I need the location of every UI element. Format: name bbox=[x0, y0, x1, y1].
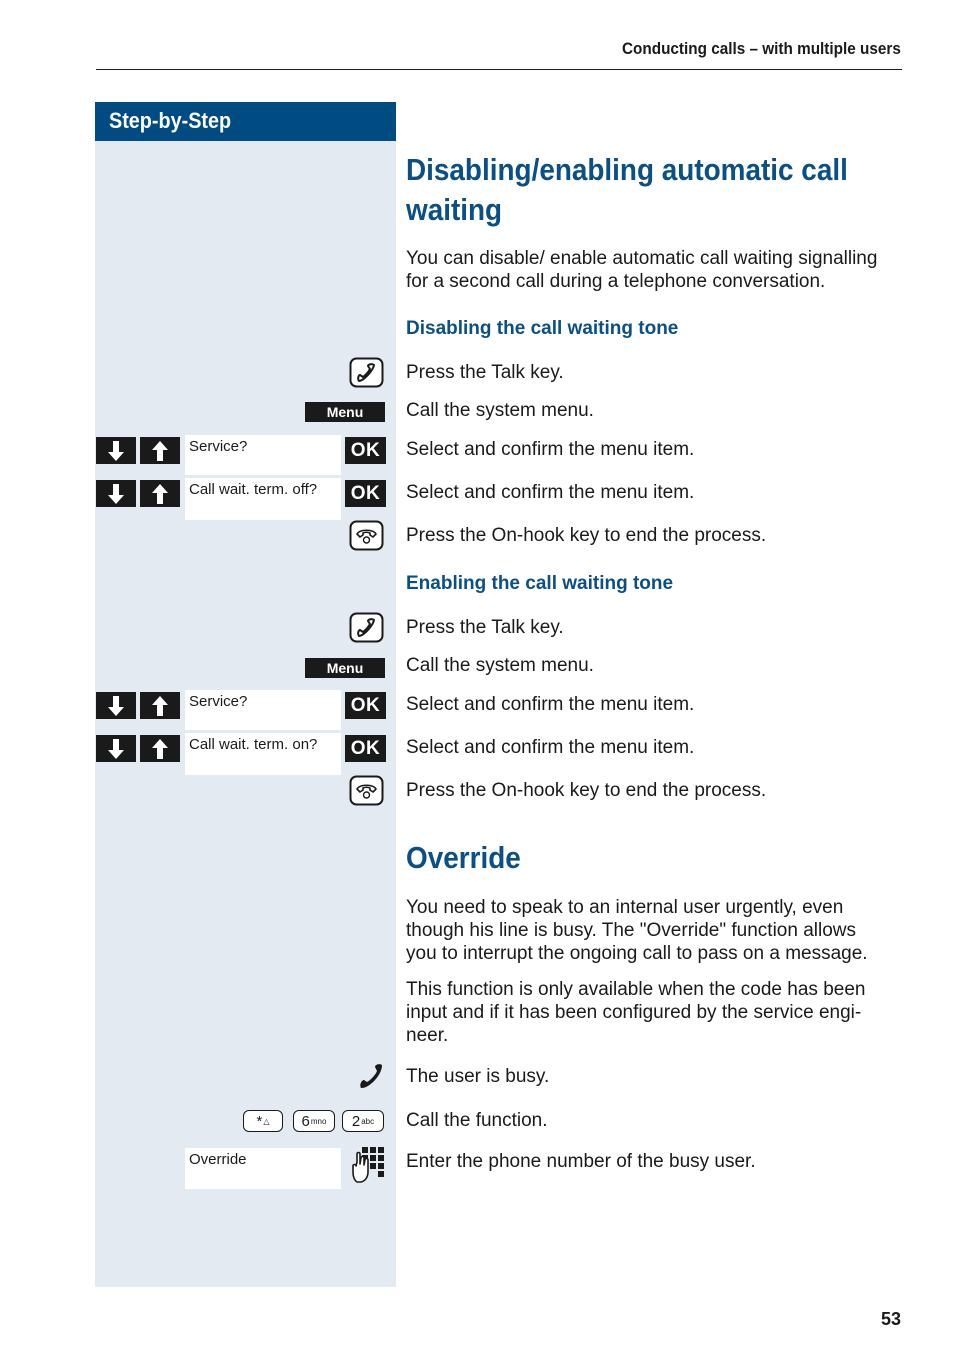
para2-line2: input and if it has been configured by the service engi- bbox=[406, 1002, 862, 1023]
step-by-step-title: Step-by-Step bbox=[109, 108, 232, 133]
key-6-label: 6 bbox=[301, 1112, 310, 1130]
arrow-up-key[interactable] bbox=[140, 437, 180, 464]
para2-line1: This function is only available when the code has been bbox=[406, 979, 866, 1000]
enable-heading: Enabling the call waiting tone bbox=[406, 573, 674, 594]
arrow-up-icon bbox=[151, 738, 169, 760]
keypad-icon[interactable] bbox=[352, 1146, 386, 1184]
running-header: Conducting calls – with multiple users bbox=[622, 39, 901, 58]
display-service: Service? bbox=[185, 435, 341, 475]
key-6-sub: mno bbox=[310, 1116, 327, 1126]
step-text: Press the On-hook key to end the process. bbox=[406, 525, 767, 546]
section-title-line2: waiting bbox=[406, 192, 503, 227]
intro-line2: for a second call during a telephone conversation. bbox=[406, 271, 826, 292]
key-2[interactable] bbox=[342, 1110, 384, 1132]
step-text: Call the function. bbox=[406, 1110, 548, 1131]
star-key[interactable] bbox=[243, 1110, 283, 1132]
display-call-wait-on: Call wait. term. on? bbox=[185, 733, 341, 775]
step-by-step-header bbox=[95, 102, 396, 141]
step-text: The user is busy. bbox=[406, 1066, 550, 1087]
section-title-line1: Disabling/enabling automatic call bbox=[406, 152, 848, 187]
menu-button[interactable]: Menu bbox=[305, 402, 385, 422]
step-text: Press the Talk key. bbox=[406, 617, 564, 638]
step-text: Press the On-hook key to end the process. bbox=[406, 780, 767, 801]
ok-button[interactable]: OK bbox=[345, 437, 386, 464]
arrow-down-icon bbox=[107, 440, 125, 462]
arrow-up-icon bbox=[151, 695, 169, 717]
arrow-up-key[interactable] bbox=[140, 480, 180, 507]
arrow-up-icon bbox=[151, 483, 169, 505]
arrow-up-key[interactable] bbox=[140, 735, 180, 762]
on-hook-key-icon[interactable] bbox=[349, 775, 385, 807]
ok-button[interactable]: OK bbox=[345, 692, 386, 719]
arrow-down-icon bbox=[107, 738, 125, 760]
key-6[interactable] bbox=[293, 1110, 335, 1132]
header-divider bbox=[96, 69, 902, 70]
section-title-override: Override bbox=[406, 840, 521, 875]
talk-key-icon[interactable] bbox=[349, 357, 385, 389]
arrow-down-icon bbox=[107, 483, 125, 505]
display-call-wait-off: Call wait. term. off? bbox=[185, 478, 341, 520]
key-2-sub: abc bbox=[361, 1116, 375, 1126]
override-para2 bbox=[406, 978, 865, 1047]
arrow-down-key[interactable] bbox=[96, 692, 136, 719]
para1-line3: you to interrupt the ongoing call to pass on a message. bbox=[406, 943, 868, 964]
intro-line1: You can disable/ enable automatic call waiting signalling bbox=[406, 248, 878, 269]
ok-button[interactable]: OK bbox=[345, 480, 386, 507]
display-service: Service? bbox=[185, 690, 341, 730]
menu-button[interactable]: Menu bbox=[305, 658, 385, 678]
display-override: Override bbox=[185, 1148, 341, 1189]
para1-line1: You need to speak to an internal user urgently, even bbox=[406, 897, 844, 918]
override-para1 bbox=[406, 896, 868, 965]
arrow-down-key[interactable] bbox=[96, 735, 136, 762]
step-text: Select and confirm the menu item. bbox=[406, 737, 695, 758]
arrow-down-key[interactable] bbox=[96, 437, 136, 464]
call-waiting-intro bbox=[406, 247, 877, 293]
disable-heading: Disabling the call waiting tone bbox=[406, 318, 679, 339]
arrow-up-key[interactable] bbox=[140, 692, 180, 719]
star-key-sub: △ bbox=[263, 1116, 270, 1126]
on-hook-key-icon[interactable] bbox=[349, 520, 385, 552]
key-2-label: 2 bbox=[351, 1112, 361, 1130]
step-text: Call the system menu. bbox=[406, 400, 594, 421]
star-key-label: * bbox=[256, 1112, 263, 1130]
step-text: Select and confirm the menu item. bbox=[406, 694, 695, 715]
arrow-up-icon bbox=[151, 440, 169, 462]
arrow-down-key[interactable] bbox=[96, 480, 136, 507]
page-number: 53 bbox=[880, 1309, 901, 1329]
handset-icon bbox=[356, 1062, 386, 1092]
step-text: Enter the phone number of the busy user. bbox=[406, 1151, 756, 1172]
ok-button[interactable]: OK bbox=[345, 735, 386, 762]
section-title-call-waiting bbox=[406, 150, 848, 230]
talk-key-icon[interactable] bbox=[349, 612, 385, 644]
para2-line3: neer. bbox=[406, 1025, 449, 1046]
step-text: Select and confirm the menu item. bbox=[406, 439, 695, 460]
step-text: Press the Talk key. bbox=[406, 362, 564, 383]
arrow-down-icon bbox=[107, 695, 125, 717]
step-text: Select and confirm the menu item. bbox=[406, 482, 695, 503]
para1-line2: though his line is busy. The "Override" function allows bbox=[406, 920, 857, 941]
step-text: Call the system menu. bbox=[406, 655, 594, 676]
